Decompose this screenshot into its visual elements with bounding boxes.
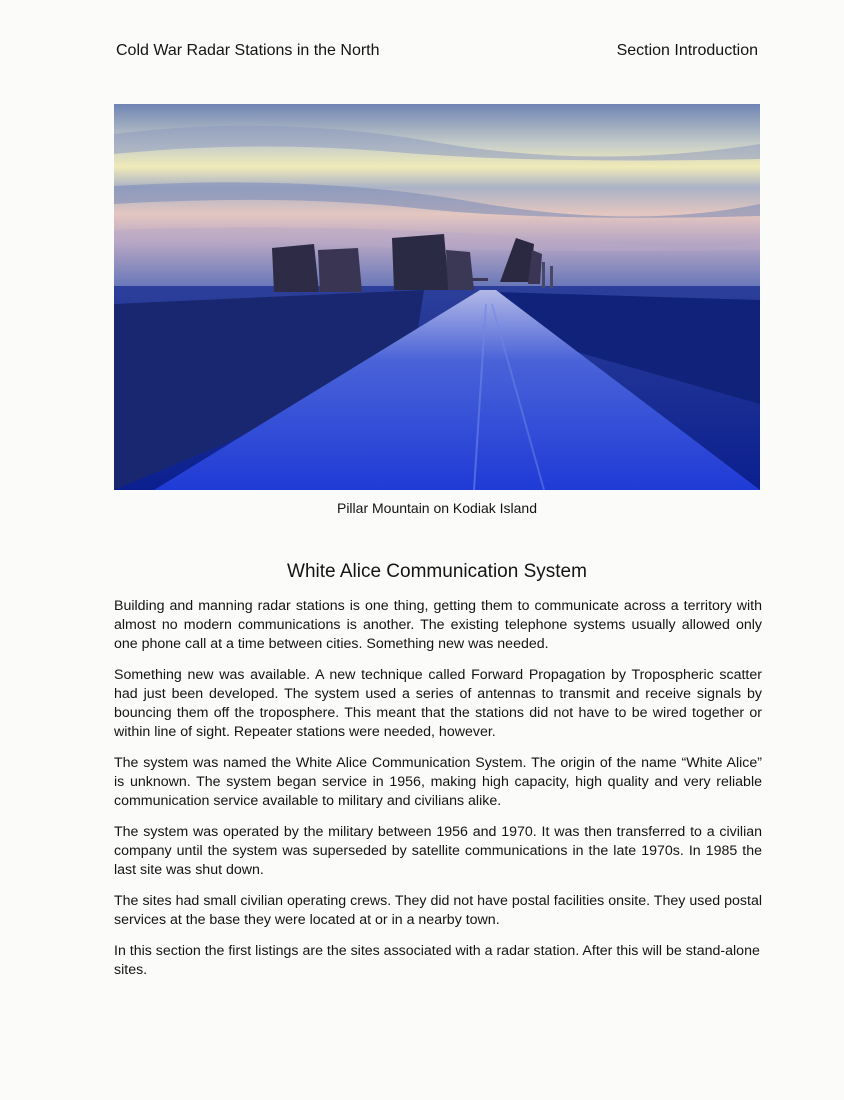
paragraph: Building and manning radar stations is one thing, getting them to communicate across a territory with almost no modern communications is another. The existing telephone systems usually allowed only one phone call at a time between cities. Something new was needed. [114, 598, 762, 652]
paragraph: The system was named the White Alice Communication System. The origin of the name “White Alice” is unknown. The system began service in 1956, making high capacity, high quality and very reliable communication service available to military and civilians alike. [114, 755, 762, 809]
paragraph: Something new was available. A new technique called Forward Propagation by Tropospheric scatter had just been developed. The system used a series of antennas to transmit and receive signals by bouncing them off the troposphere. This meant that the stations did not have to be wired together or within line of sight. Repeater stations were needed, however. [114, 667, 762, 740]
paragraph: In this section the first listings are the sites associated with a radar station. After this will be stand-alone sites. [114, 943, 760, 978]
section-body [114, 597, 762, 992]
running-header-title: Cold War Radar Stations in the North [116, 42, 380, 59]
photo-illustration [114, 104, 760, 490]
running-header-section: Section Introduction [616, 42, 758, 59]
photo-caption: Pillar Mountain on Kodiak Island [336, 500, 537, 516]
paragraph: The system was operated by the military between 1956 and 1970. It was then transferred to a civilian company until the system was superseded by satellite communications in the late 1970s. In 1985 the last site was shut down. [114, 824, 762, 878]
road-to-antennas-photo [114, 104, 760, 490]
paragraph: The sites had small civilian operating crews. They did not have postal facilities onsite. They used postal services at the base they were located at or in a nearby town. [114, 893, 762, 928]
section-title: White Alice Communication System [287, 561, 587, 582]
